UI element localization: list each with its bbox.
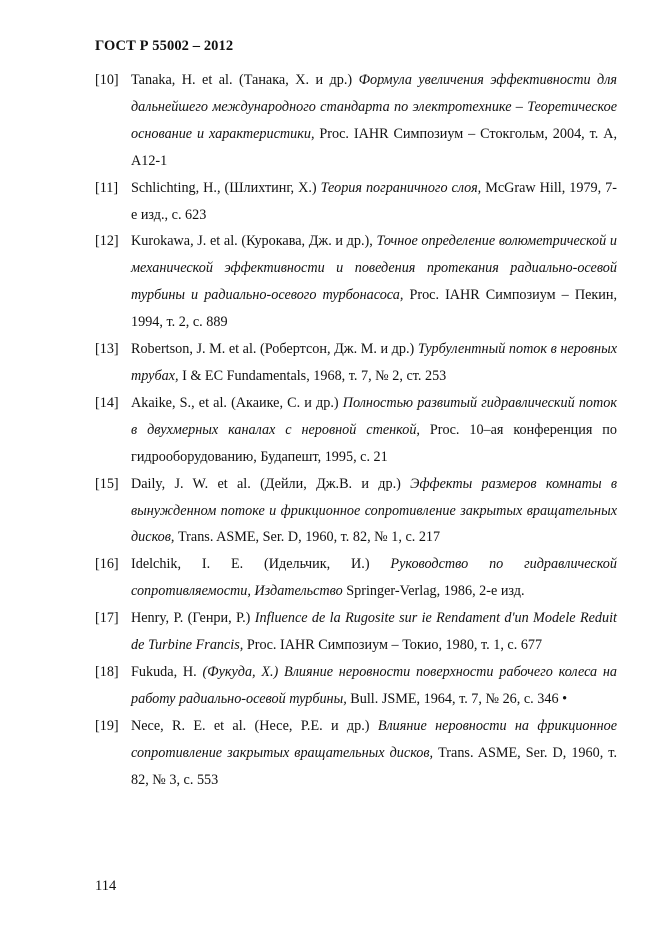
- reference-source: McGraw Hill, 1979, 7-е изд., с. 623: [131, 179, 617, 223]
- reference-source: Trans. ASME, Ser. D, 1960, т. 82, № 1, с. 217: [174, 529, 441, 546]
- reference-title: (Фукуда, Х.) Влияние неровности поверхности рабочего колеса на работу радиально-осевой турбины,: [131, 663, 617, 707]
- reference-number: [15]: [95, 475, 119, 492]
- reference-text: [131, 67, 617, 175]
- reference-text: [131, 551, 617, 605]
- reference-title: Influence de la Rugosite sur ie Rendament d'un Modele Reduit de Turbine Francis,: [131, 610, 617, 654]
- document-header: ГОСТ Р 55002 – 2012: [95, 38, 234, 54]
- reference-entry: [95, 336, 617, 390]
- reference-authors: Nece, R. E. et al. (Несе, Р.Е. и др.): [131, 717, 378, 734]
- reference-authors: Idelchik, I. E. (Идельчик, И.): [131, 556, 391, 573]
- reference-source: I & EC Fundamentals, 1968, т. 7, № 2, ст. 253: [178, 367, 447, 384]
- reference-source: Bull. JSME, 1964, т. 7, № 26, с. 346 •: [346, 690, 568, 707]
- reference-authors: Fukuda, H.: [131, 663, 203, 680]
- reference-number: [13]: [95, 341, 119, 358]
- reference-text: [131, 336, 617, 390]
- reference-source: Proc. 10–ая конференция по гидрооборудованию, Будапешт, 1995, с. 21: [131, 421, 617, 465]
- reference-entry: [95, 471, 617, 552]
- reference-entry: [95, 390, 617, 471]
- reference-number: [12]: [95, 233, 119, 250]
- reference-text: [131, 228, 617, 336]
- reference-authors: Kurokawa, J. et al. (Курокава, Дж. и др.),: [131, 233, 377, 250]
- reference-text: [131, 659, 617, 713]
- reference-source: , Proc. IAHR Симпозиум – Стокгольм, 2004, т. А, А12-1: [131, 125, 617, 169]
- reference-title: Влияние неровности на фрикционное сопротивление закрытых вращательных дисков,: [131, 717, 617, 761]
- reference-text: [131, 175, 617, 229]
- reference-number: [17]: [95, 610, 119, 627]
- reference-number: [19]: [95, 717, 119, 734]
- reference-title: Теория пограничного слоя,: [320, 179, 482, 196]
- reference-source: Springer-Verlag, 1986, 2-е изд.: [342, 583, 525, 600]
- reference-title: Полностью развитый гидравлический поток в двухмерных каналах с неровной стенкой,: [131, 394, 617, 438]
- reference-authors: Akaike, S., et al. (Акаике, С. и др.): [131, 394, 343, 411]
- reference-title: Формула увеличения эффективности для дальнейшего международного стандарта по электротехнике – Теоретическое основание и характеристики: [131, 72, 617, 142]
- reference-number: [18]: [95, 663, 119, 680]
- reference-entry: [95, 551, 617, 605]
- reference-authors: Henry, P. (Генри, Р.): [131, 610, 255, 627]
- reference-text: [131, 390, 617, 471]
- reference-entry: [95, 175, 617, 229]
- reference-number: [10]: [95, 72, 119, 88]
- page-number: 114: [95, 878, 117, 894]
- reference-source: Proc. IAHR Симпозиум – Пекин, 1994, т. 2, с. 889: [131, 287, 617, 331]
- reference-number: [11]: [95, 179, 119, 196]
- reference-entry: [95, 228, 617, 336]
- reference-entry: [95, 659, 617, 713]
- reference-list: [95, 67, 617, 793]
- reference-text: [131, 471, 617, 552]
- reference-authors: Tanaka, H. et al. (Танака, Х. и др.): [131, 72, 359, 88]
- reference-source: Proc. IAHR Симпозиум – Токио, 1980, т. 1, с. 677: [243, 637, 543, 654]
- reference-title: Турбулентный поток в неровных трубах,: [131, 341, 617, 384]
- reference-entry: [95, 713, 617, 794]
- reference-title: Точное определение волюметрической и механической эффективности и поведения протекания радиально-осевой турбины и радиально-осевого турбонасоса,: [131, 233, 617, 304]
- reference-title: Эффекты размеров комнаты в вынужденном потоке и фрикционное сопротивление закрытых вращательных дисков,: [131, 475, 618, 546]
- reference-title: Руководство по гидравлической сопротивляемости, Издательство: [131, 556, 617, 600]
- reference-entry: [95, 67, 617, 175]
- reference-source: Trans. ASME, Ser. D, 1960, т. 82, № 3, с. 553: [131, 744, 617, 788]
- reference-authors: Schlichting, H., (Шлихтинг, Х.): [131, 179, 321, 196]
- reference-entry: [95, 605, 617, 659]
- reference-text: [131, 605, 617, 659]
- reference-authors: Daily, J. W. et al. (Дейли, Дж.В. и др.): [131, 475, 411, 492]
- reference-number: [16]: [95, 556, 119, 573]
- reference-authors: Robertson, J. M. et al. (Робертсон, Дж. М. и др.): [131, 341, 418, 358]
- reference-text: [131, 713, 617, 794]
- reference-number: [14]: [95, 394, 119, 411]
